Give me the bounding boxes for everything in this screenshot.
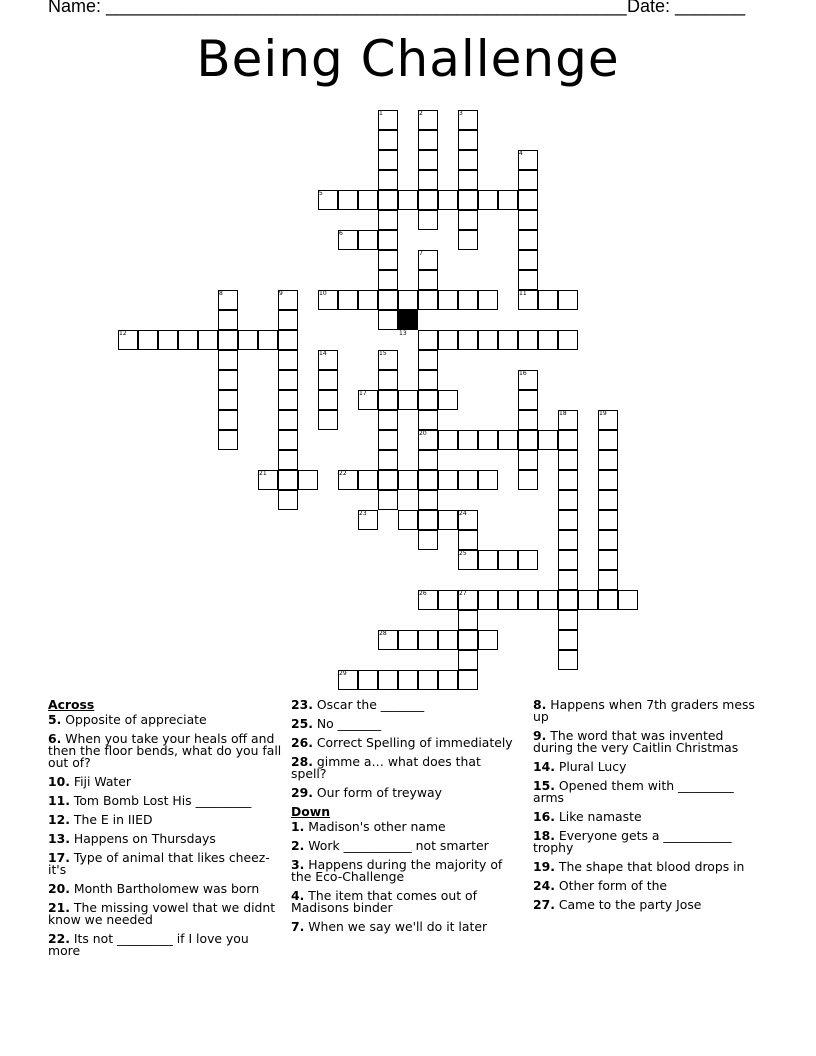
grid-cell[interactable] (418, 530, 438, 550)
grid-cell[interactable] (458, 230, 478, 250)
grid-cell[interactable] (418, 210, 438, 230)
clue-item (533, 861, 758, 873)
clue-text: Correct Spelling of immediately (312, 735, 513, 750)
grid-cell[interactable] (438, 430, 458, 450)
clue-item (533, 830, 758, 854)
grid-cell[interactable] (558, 510, 578, 530)
grid-cell[interactable] (378, 370, 398, 390)
grid-cell[interactable] (558, 590, 578, 610)
grid-cell[interactable] (518, 410, 538, 430)
grid-cell[interactable] (398, 630, 418, 650)
clue-number: 22. (48, 931, 70, 946)
grid-black-cell (398, 310, 418, 330)
grid-cell[interactable] (378, 170, 398, 190)
grid-cell[interactable] (418, 170, 438, 190)
grid-clue-number: 21 (259, 470, 267, 477)
grid-cell[interactable] (598, 530, 618, 550)
clue-item (48, 733, 283, 769)
grid-cell[interactable] (478, 590, 498, 610)
clue-item (291, 821, 519, 833)
grid-cell[interactable] (438, 390, 458, 410)
grid-cell[interactable] (558, 630, 578, 650)
grid-cell[interactable] (538, 430, 558, 450)
date-field-label: Date: _______ (627, 0, 746, 16)
grid-cell[interactable] (218, 370, 238, 390)
grid-cell[interactable] (418, 190, 438, 210)
clue-number: 5. (48, 712, 62, 727)
clue-text: Everyone gets a ___________ trophy (533, 828, 732, 855)
grid-cell[interactable] (338, 190, 358, 210)
grid-cell[interactable] (218, 390, 238, 410)
grid-cell[interactable] (458, 530, 478, 550)
clue-text: The E in IIED (69, 812, 153, 827)
clue-number: 24. (533, 878, 555, 893)
clue-number: 12. (48, 812, 70, 827)
grid-cell[interactable] (578, 590, 598, 610)
clue-number: 17. (48, 850, 70, 865)
grid-cell[interactable] (278, 350, 298, 370)
grid-cell[interactable] (418, 350, 438, 370)
clue-text: gimme a… what does that spell? (291, 754, 481, 781)
grid-cell[interactable] (518, 470, 538, 490)
grid-cell[interactable] (318, 390, 338, 410)
clue-number: 13. (48, 831, 70, 846)
grid-cell[interactable] (598, 470, 618, 490)
name-field-label: Name: ____________________________________________________ (48, 0, 627, 16)
grid-cell[interactable] (418, 490, 438, 510)
clue-number: 23. (291, 697, 313, 712)
grid-cell[interactable] (598, 430, 618, 450)
down-clue-list (291, 821, 519, 933)
grid-cell[interactable] (198, 330, 218, 350)
grid-cell[interactable] (438, 190, 458, 210)
clue-item (533, 899, 758, 911)
grid-cell[interactable] (378, 450, 398, 470)
grid-cell[interactable] (458, 170, 478, 190)
grid-clue-number: 26 (419, 590, 427, 597)
clue-text: Fiji Water (69, 774, 132, 789)
grid-cell[interactable] (358, 470, 378, 490)
grid-cell[interactable] (558, 490, 578, 510)
clue-number: 26. (291, 735, 313, 750)
clue-text: Other form of the (554, 878, 668, 893)
clue-item (533, 811, 758, 823)
grid-cell[interactable] (518, 210, 538, 230)
grid-cell[interactable] (378, 150, 398, 170)
grid-clue-number: 23 (359, 510, 367, 517)
clue-text: The item that comes out of Madisons binder (291, 888, 477, 915)
clue-number: 9. (533, 728, 547, 743)
clue-item (291, 890, 519, 914)
grid-cell[interactable] (418, 130, 438, 150)
grid-cell[interactable] (518, 250, 538, 270)
clue-number: 7. (291, 919, 305, 934)
clue-text: The shape that blood drops in (554, 859, 745, 874)
clues-column-1 (48, 699, 283, 964)
clue-number: 6. (48, 731, 62, 746)
clue-text: Came to the party Jose (554, 897, 702, 912)
grid-cell[interactable] (398, 470, 418, 490)
clue-text: Happens when 7th graders mess up (533, 697, 755, 724)
clue-text: Opposite of appreciate (61, 712, 207, 727)
grid-cell[interactable] (558, 330, 578, 350)
grid-cell[interactable] (378, 230, 398, 250)
clue-number: 16. (533, 809, 555, 824)
across-heading: Across (48, 697, 95, 712)
grid-cell[interactable] (418, 370, 438, 390)
grid-cell[interactable] (238, 330, 258, 350)
page-title: Being Challenge (196, 30, 620, 88)
grid-clue-number: 12 (119, 330, 127, 337)
clue-number: 28. (291, 754, 313, 769)
grid-cell[interactable] (438, 330, 458, 350)
grid-cell[interactable] (518, 450, 538, 470)
grid-cell[interactable] (598, 490, 618, 510)
clue-item (48, 933, 283, 957)
grid-cell[interactable] (418, 410, 438, 430)
grid-cell[interactable] (418, 270, 438, 290)
clue-number: 18. (533, 828, 555, 843)
grid-cell[interactable] (418, 290, 438, 310)
grid-clue-number: 17 (359, 390, 367, 397)
down-heading: Down (291, 804, 331, 819)
clue-item (291, 787, 519, 799)
clue-item (291, 921, 519, 933)
grid-cell[interactable] (218, 310, 238, 330)
grid-clue-number: 29 (339, 670, 347, 677)
clue-item (48, 795, 283, 807)
grid-cell[interactable] (458, 130, 478, 150)
grid-cell[interactable] (558, 550, 578, 570)
clue-item (533, 780, 758, 804)
grid-cell[interactable] (558, 430, 578, 450)
clue-item (48, 776, 283, 788)
grid-cell[interactable] (518, 390, 538, 410)
grid-cell[interactable] (598, 590, 618, 610)
grid-cell[interactable] (458, 610, 478, 630)
grid-clue-number: 1 (379, 110, 383, 117)
grid-cell[interactable] (438, 290, 458, 310)
grid-cell[interactable] (518, 190, 538, 210)
grid-cell[interactable] (398, 190, 418, 210)
grid-cell[interactable] (378, 190, 398, 210)
grid-cell[interactable] (278, 490, 298, 510)
grid-cell[interactable] (278, 470, 298, 490)
clue-item (48, 714, 283, 726)
grid-cell[interactable] (458, 150, 478, 170)
grid-cell[interactable] (498, 590, 518, 610)
grid-cell[interactable] (358, 670, 378, 690)
grid-cell[interactable] (138, 330, 158, 350)
grid-cell[interactable] (398, 390, 418, 410)
grid-cell[interactable] (558, 570, 578, 590)
grid-cell[interactable] (458, 330, 478, 350)
clue-text: When you take your heals off and then the floor bends, what do you fall out of? (48, 731, 282, 770)
grid-clue-number: 11 (519, 290, 527, 297)
grid-cell[interactable] (318, 370, 338, 390)
grid-clue-number: 19 (599, 410, 607, 417)
grid-clue-number: 13 (399, 330, 407, 337)
clue-item (291, 859, 519, 883)
grid-cell[interactable] (438, 670, 458, 690)
grid-cell[interactable] (398, 670, 418, 690)
clue-text: Like namaste (554, 809, 642, 824)
clue-item (533, 880, 758, 892)
grid-cell[interactable] (418, 150, 438, 170)
grid-cell[interactable] (478, 630, 498, 650)
grid-cell[interactable] (218, 430, 238, 450)
clue-number: 4. (291, 888, 305, 903)
clue-number: 27. (533, 897, 555, 912)
clue-text: Madison's other name (304, 819, 446, 834)
clue-item (291, 737, 519, 749)
clue-number: 25. (291, 716, 313, 731)
grid-cell[interactable] (518, 590, 538, 610)
clue-number: 20. (48, 881, 70, 896)
grid-cell[interactable] (378, 130, 398, 150)
grid-cell[interactable] (518, 430, 538, 450)
grid-cell[interactable] (278, 330, 298, 350)
clues-column-3 (533, 699, 758, 918)
grid-cell[interactable] (478, 430, 498, 450)
grid-cell[interactable] (418, 510, 438, 530)
clue-item (48, 833, 283, 845)
grid-cell[interactable] (458, 430, 478, 450)
grid-cell[interactable] (418, 390, 438, 410)
grid-cell[interactable] (518, 170, 538, 190)
grid-cell[interactable] (218, 350, 238, 370)
clue-item (291, 840, 519, 852)
grid-clue-number: 14 (319, 350, 327, 357)
clue-item (291, 699, 519, 711)
grid-cell[interactable] (378, 430, 398, 450)
grid-cell[interactable] (178, 330, 198, 350)
grid-clue-number: 15 (379, 350, 387, 357)
grid-cell[interactable] (278, 390, 298, 410)
grid-cell[interactable] (278, 430, 298, 450)
clue-text: No _______ (312, 716, 382, 731)
grid-cell[interactable] (418, 670, 438, 690)
clue-text: Tom Bomb Lost His _________ (69, 793, 252, 808)
grid-cell[interactable] (458, 470, 478, 490)
grid-cell[interactable] (418, 450, 438, 470)
grid-cell[interactable] (538, 590, 558, 610)
clue-text: Plural Lucy (554, 759, 627, 774)
grid-cell[interactable] (438, 510, 458, 530)
grid-cell[interactable] (598, 510, 618, 530)
clue-item (48, 814, 283, 826)
grid-cell[interactable] (378, 210, 398, 230)
grid-cell[interactable] (458, 650, 478, 670)
grid-cell[interactable] (358, 290, 378, 310)
grid-cell[interactable] (598, 450, 618, 470)
clue-number: 15. (533, 778, 555, 793)
clue-item (291, 756, 519, 780)
clue-text: Month Bartholomew was born (69, 881, 260, 896)
grid-cell[interactable] (278, 310, 298, 330)
grid-cell[interactable] (498, 190, 518, 210)
grid-clue-number: 24 (459, 510, 467, 517)
grid-cell[interactable] (478, 550, 498, 570)
grid-cell[interactable] (378, 410, 398, 430)
grid-clue-number: 5 (319, 190, 323, 197)
grid-cell[interactable] (558, 610, 578, 630)
grid-cell[interactable] (258, 330, 278, 350)
grid-clue-number: 8 (219, 290, 223, 297)
clue-text: When we say we'll do it later (304, 919, 488, 934)
grid-cell[interactable] (498, 330, 518, 350)
grid-cell[interactable] (298, 470, 318, 490)
clue-number: 10. (48, 774, 70, 789)
grid-cell[interactable] (378, 470, 398, 490)
grid-cell[interactable] (438, 470, 458, 490)
clue-item (48, 902, 283, 926)
clue-item (291, 718, 519, 730)
grid-cell[interactable] (398, 510, 418, 530)
grid-cell[interactable] (538, 290, 558, 310)
grid-cell[interactable] (478, 470, 498, 490)
grid-clue-number: 16 (519, 370, 527, 377)
clue-text: Type of animal that likes cheez-it's (48, 850, 270, 877)
grid-cell[interactable] (458, 210, 478, 230)
grid-cell[interactable] (558, 650, 578, 670)
grid-cell[interactable] (598, 570, 618, 590)
clue-text: Opened them with _________ arms (533, 778, 734, 805)
clue-number: 14. (533, 759, 555, 774)
grid-cell[interactable] (418, 330, 438, 350)
grid-cell[interactable] (398, 290, 418, 310)
grid-cell[interactable] (498, 550, 518, 570)
grid-cell[interactable] (378, 250, 398, 270)
grid-cell[interactable] (418, 470, 438, 490)
clue-item (533, 730, 758, 754)
grid-clue-number: 3 (459, 110, 463, 117)
grid-cell[interactable] (438, 630, 458, 650)
clue-number: 1. (291, 819, 305, 834)
clue-item (533, 761, 758, 773)
clue-item (48, 883, 283, 895)
grid-cell[interactable] (598, 550, 618, 570)
grid-clue-number: 18 (559, 410, 567, 417)
grid-cell[interactable] (518, 230, 538, 250)
grid-cell[interactable] (558, 470, 578, 490)
grid-clue-number: 20 (419, 430, 427, 437)
grid-cell[interactable] (378, 390, 398, 410)
grid-cell[interactable] (318, 410, 338, 430)
clue-number: 21. (48, 900, 70, 915)
grid-clue-number: 9 (279, 290, 283, 297)
grid-cell[interactable] (378, 290, 398, 310)
clues-column-2 (291, 699, 519, 940)
clue-text: The word that was invented during the very Caitlin Christmas (533, 728, 739, 755)
clue-number: 3. (291, 857, 305, 872)
clue-text: Our form of treyway (312, 785, 442, 800)
grid-clue-number: 27 (459, 590, 467, 597)
grid-cell[interactable] (558, 450, 578, 470)
grid-cell[interactable] (478, 190, 498, 210)
grid-clue-number: 7 (419, 250, 423, 257)
clue-number: 19. (533, 859, 555, 874)
grid-cell[interactable] (538, 330, 558, 350)
across-clue-list-continued (291, 699, 519, 799)
grid-cell[interactable] (478, 330, 498, 350)
grid-cell[interactable] (218, 410, 238, 430)
grid-cell[interactable] (618, 590, 638, 610)
clue-text: Happens on Thursdays (69, 831, 216, 846)
grid-cell[interactable] (458, 630, 478, 650)
grid-clue-number: 6 (339, 230, 343, 237)
clue-text: Happens during the majority of the Eco-Challenge (291, 857, 503, 884)
across-clue-list (48, 714, 283, 957)
grid-cell[interactable] (558, 530, 578, 550)
grid-cell[interactable] (518, 550, 538, 570)
clue-number: 2. (291, 838, 305, 853)
grid-clue-number: 22 (339, 470, 347, 477)
clue-text: The missing vowel that we didnt know we needed (48, 900, 276, 927)
clue-number: 11. (48, 793, 70, 808)
grid-cell[interactable] (498, 430, 518, 450)
grid-cell[interactable] (358, 190, 378, 210)
clue-text: Oscar the _______ (312, 697, 425, 712)
grid-cell[interactable] (558, 290, 578, 310)
grid-cell[interactable] (418, 630, 438, 650)
grid-clue-number: 25 (459, 550, 467, 557)
grid-cell[interactable] (278, 410, 298, 430)
grid-cell[interactable] (438, 590, 458, 610)
grid-cell[interactable] (338, 290, 358, 310)
grid-cell[interactable] (458, 670, 478, 690)
grid-cell[interactable] (278, 370, 298, 390)
clue-item (533, 699, 758, 723)
grid-cell[interactable] (378, 310, 398, 330)
grid-clue-number: 4 (519, 150, 523, 157)
clue-number: 29. (291, 785, 313, 800)
grid-clue-number: 28 (379, 630, 387, 637)
grid-cell[interactable] (358, 230, 378, 250)
grid-cell[interactable] (458, 290, 478, 310)
clue-item (48, 852, 283, 876)
grid-clue-number: 2 (419, 110, 423, 117)
grid-cell[interactable] (378, 490, 398, 510)
grid-cell[interactable] (378, 270, 398, 290)
grid-cell[interactable] (378, 670, 398, 690)
grid-cell[interactable] (158, 330, 178, 350)
grid-cell[interactable] (218, 330, 238, 350)
down-clue-list-continued (533, 699, 758, 911)
clue-number: 8. (533, 697, 547, 712)
grid-cell[interactable] (278, 450, 298, 470)
grid-cell[interactable] (518, 330, 538, 350)
grid-clue-number: 10 (319, 290, 327, 297)
clue-text: Work ___________ not smarter (304, 838, 489, 853)
grid-cell[interactable] (458, 190, 478, 210)
grid-cell[interactable] (518, 270, 538, 290)
clue-text: Its not _________ if I love you more (48, 931, 249, 958)
grid-cell[interactable] (478, 290, 498, 310)
